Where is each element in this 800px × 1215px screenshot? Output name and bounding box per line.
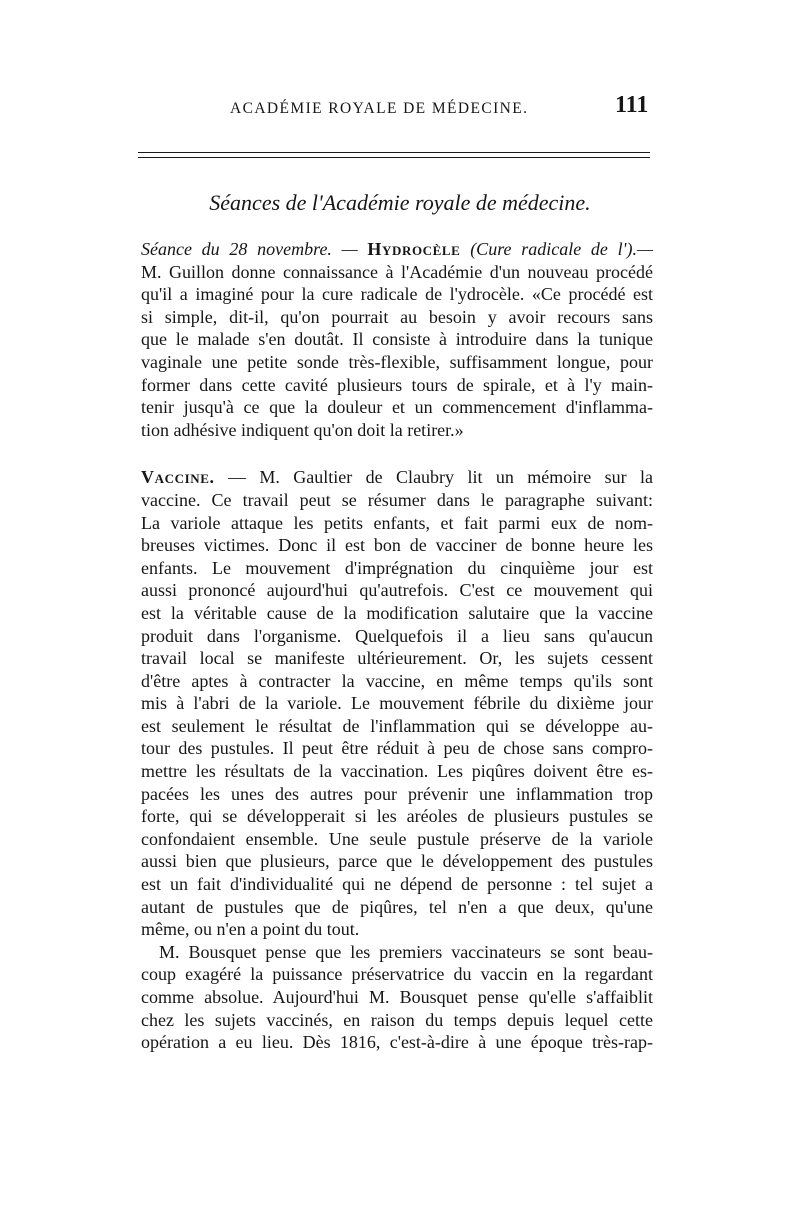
header-rule-bottom <box>138 157 650 158</box>
text-line: d'être aptes à contracter la vaccine, en même temps qu'ils sont <box>141 670 653 691</box>
text-line: coup exagéré la puissance préservatrice du vaccin en la regardant <box>141 964 653 985</box>
text-line: si simple, dit-il, qu'on pourrait au besoin y avoir recours sans <box>141 306 653 327</box>
text-line: former dans cette cavité plusieurs tours de spirale, et à l'y main- <box>141 374 653 395</box>
paragraph-hydrocele <box>141 238 653 441</box>
text-line: confondaient ensemble. Une seule pustule préserve de la variole <box>141 828 653 849</box>
topic-note: (Cure radicale de l').— <box>470 239 653 259</box>
text-line: pacées les unes des autres pour prévenir une inflammation trop <box>141 783 653 804</box>
topic-heading: Vaccine. <box>141 467 215 488</box>
text-line: travail local se manifeste ultérieurement. Or, les sujets cessent <box>141 648 653 669</box>
text-line: aussi prononcé aujourd'hui qu'autrefois. C'est ce mouvement qui <box>141 580 653 601</box>
text-line: comme absolue. Aujourd'hui M. Bousquet pense qu'elle s'affaiblit <box>141 987 653 1007</box>
text-line: mettre les résultats de la vaccination. Les piqûres doivent être es- <box>141 761 653 782</box>
text-line: que le malade s'en doutât. Il consiste à introduire dans la tunique <box>141 329 653 350</box>
text-line: vaginale une petite sonde très-flexible, suffisamment longue, pour <box>141 351 653 372</box>
text-line: est seulement le résultat de l'inflammation qui se développe au- <box>141 715 653 736</box>
paragraph-vaccine <box>141 466 653 940</box>
text-line: tion adhésive indiquent qu'on doit la retirer.» <box>141 419 464 440</box>
topic-heading: Hydrocèle <box>367 239 461 259</box>
text-line: tenir jusqu'à ce que la douleur et un commencement d'inflamma- <box>141 397 653 418</box>
text-line: vaccine. Ce travail peut se résumer dans le paragraphe suivant: <box>141 489 653 510</box>
body-text <box>141 238 653 1054</box>
paragraph-heading-line <box>141 466 653 489</box>
text-line: enfants. Le mouvement d'imprégnation du cinquième jour est <box>141 557 653 578</box>
page-number: 111 <box>615 92 649 118</box>
text-line: produit dans l'organisme. Quelquefois il a lieu sans qu'aucun <box>141 625 653 646</box>
text-line: M. Guillon donne connaissance à l'Académie d'un nouveau procédé <box>141 261 653 282</box>
text-line: autant de pustules que de piqûres, tel n'en a que deux, qu'une <box>141 896 653 917</box>
text-line: breuses victimes. Donc il est bon de vacciner de bonne heure les <box>141 535 653 556</box>
paragraph-spacer <box>141 441 653 466</box>
text-fragment: — M. Gaultier de Claubry lit un mémoire sur la <box>228 467 653 488</box>
text-line: chez les sujets vaccinés, en raison du temps depuis lequel cette <box>141 1009 653 1030</box>
text-line: qu'il a imaginé pour la cure radicale de l'ydrocèle. «Ce procédé est <box>141 284 653 305</box>
text-line: La variole attaque les petits enfants, et fait parmi eux de nom- <box>141 512 653 533</box>
text-line: est un fait d'individualité qui ne dépend de personne : tel sujet a <box>141 874 653 895</box>
running-head: ACADÉMIE ROYALE DE MÉDECINE. <box>230 100 529 117</box>
text-line: tour des pustules. Il peut être réduit à peu de chose sans compro- <box>141 738 653 759</box>
text-line: mis à l'abri de la variole. Le mouvement fébrile du dixième jour <box>141 693 653 714</box>
text-line: est la véritable cause de la modification salutaire que la vaccine <box>141 602 653 623</box>
section-title: Séances de l'Académie royale de médecine. <box>209 190 591 215</box>
paragraph-heading-line <box>141 238 653 261</box>
text-line: aussi bien que plusieurs, parce que le développement des pustules <box>141 851 653 872</box>
text-line: forte, qui se développerait si les aréoles de plusieurs pustules se <box>141 806 653 827</box>
text-line: opération a eu lieu. Dès 1816, c'est-à-dire à une époque très-rap- <box>141 1032 653 1053</box>
session-label: Séance du 28 novembre. — <box>141 239 358 259</box>
text-line: M. Bousquet pense que les premiers vaccinateurs se sont beau- <box>159 941 653 962</box>
header-rule-top <box>138 152 650 153</box>
text-line: même, ou n'en a point du tout. <box>141 919 360 940</box>
paragraph-bousquet <box>141 941 653 1054</box>
